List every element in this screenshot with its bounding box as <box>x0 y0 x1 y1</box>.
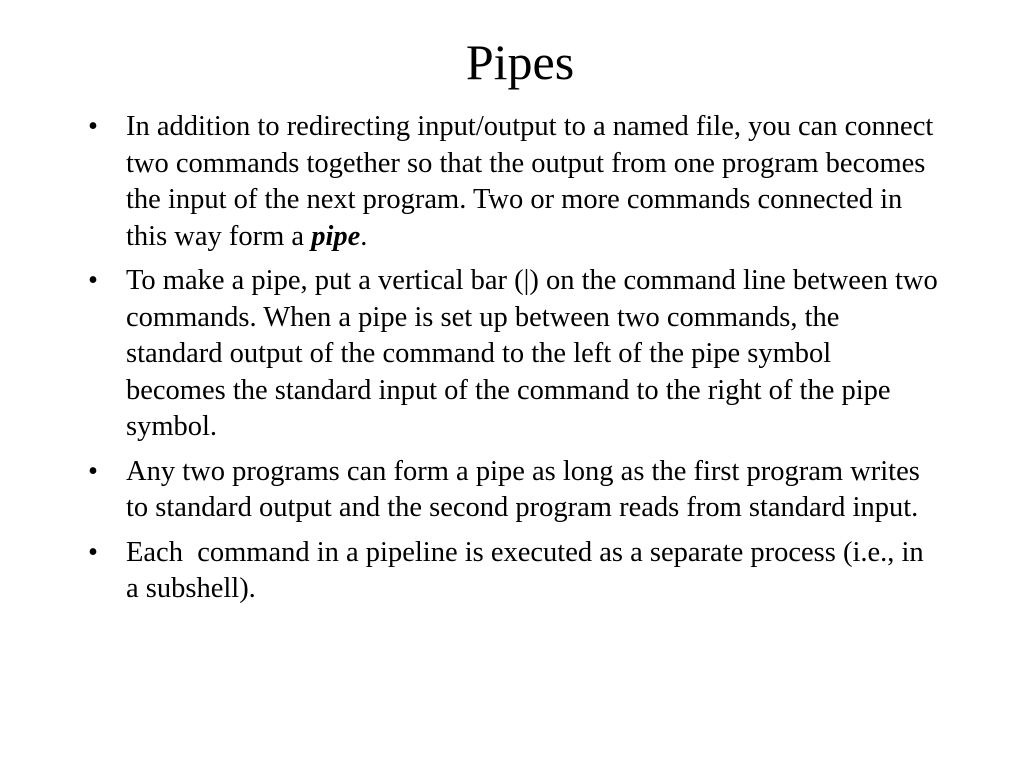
bullet-text-end: . <box>360 220 368 252</box>
pipe-term: pipe <box>311 220 361 252</box>
bullet-icon: • <box>88 111 98 142</box>
bullet-icon: • <box>88 536 98 568</box>
bullet-text: To make a pipe, put a vertical bar (|) on the command line between two commands. When a pipe is set up between two commands, the standard output of the command to the left of the pipe symbol becomes the standard input of the command to the right of the pipe symbol. <box>126 265 938 442</box>
bullet-icon: • <box>88 455 98 487</box>
slide-title: Pipes <box>465 34 575 90</box>
bullet-item-subshell <box>88 535 938 608</box>
bullet-text: Each command in a pipeline is executed as a separate process (i.e., in a subshell). <box>126 536 931 604</box>
bullet-text: In addition to redirecting input/output to a named file, you can connect two commands together so that the output from one program becomes the input of the next program. Two or more commands connected in this way form a <box>126 111 934 252</box>
bullet-text: Any two programs can form a pipe as long as the first program writes to standard output and the second program reads from standard input. <box>126 455 920 523</box>
bullet-item-make-pipe <box>88 263 938 446</box>
bullet-item-pipe-definition <box>88 109 938 255</box>
bullet-icon: • <box>88 265 98 296</box>
bullet-list <box>88 109 938 616</box>
bullet-item-any-two-programs <box>88 454 938 527</box>
